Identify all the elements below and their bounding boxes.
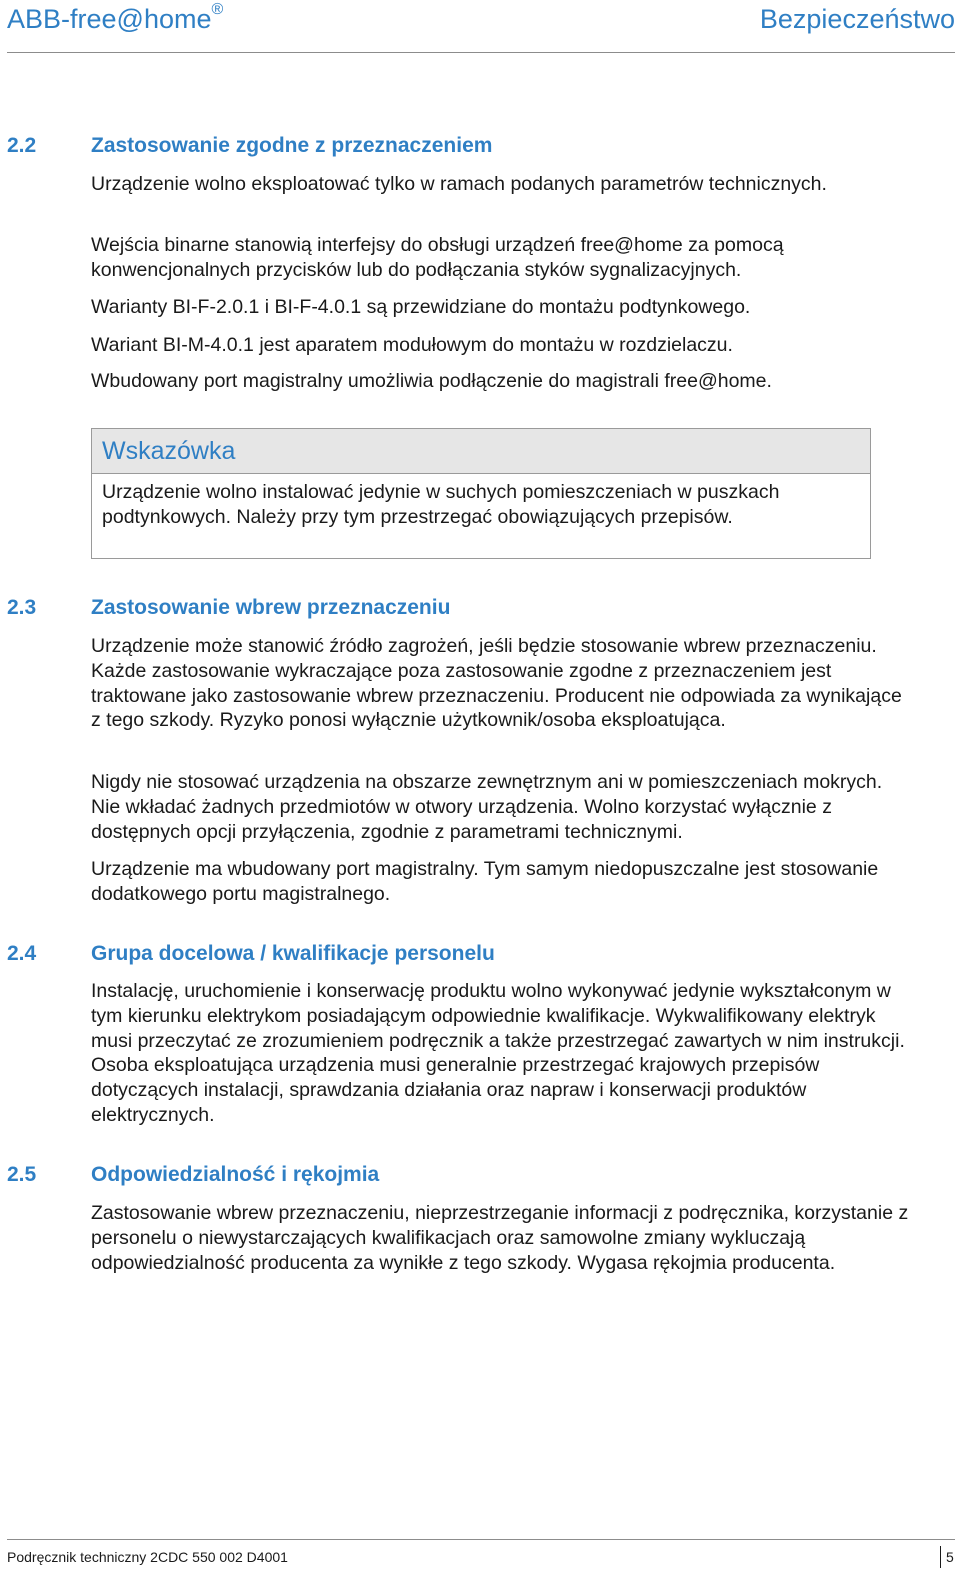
paragraph: Warianty BI-F-2.0.1 i BI-F-4.0.1 są przewidziane do montażu podtynkowego. [91,296,751,318]
section-number: 2.4 [7,942,37,965]
document-title [7,1,224,35]
paragraph: Urządzenie może stanowić źródło zagrożeń, jeśli będzie stosowanie wbrew przeznaczeniu. Każde zastosowanie wykraczające poza zastosowanie zgodne z przeznaczeniem jest traktowane jako zastosowanie wbrew przeznaczeniu. Producent nie odpowiada za wynikające z tego szkody. Ryzyko ponosi wyłącznie użytkownik/osoba eksploatująca. [91,635,902,732]
section-number: 2.5 [7,1163,37,1186]
chapter-title: Bezpieczeństwo [759,4,955,34]
paragraph: Zastosowanie wbrew przeznaczeniu, nieprzestrzeganie informacji z podręcznika, korzystanie z personelu o niewystarczających kwalifikacjach oraz samowolne zmiany wykluczają odpowiedzialność producenta za wynikłe z tego szkody. Wygasa rękojmia producenta. [91,1202,909,1274]
paragraph: Urządzenie ma wbudowany port magistralny. Tym samym niedopuszczalne jest stosowanie dodatkowego portu magistralnego. [91,858,879,905]
paragraph: Nigdy nie stosować urządzenia na obszarze zewnętrznym ani w pomieszczeniach mokrych. Nie wkładać żadnych przedmiotów w otwory urządzenia. Wolno korzystać wyłącznie z dostępnych opcji przyłączenia, zgodnie z parametrami technicznymi. [91,771,883,843]
note-text: Urządzenie wolno instalować jedynie w suchych pomieszczeniach w puszkach podtynkowych. Należy przy tym przestrzegać obowiązujących przepisów. [102,481,780,528]
paragraph: Wariant BI-M-4.0.1 jest aparatem modułowym do montażu w rozdzielaczu. [91,334,733,356]
note-box [91,428,871,559]
section-number: 2.2 [7,134,37,157]
footer-divider [7,1539,955,1540]
document-title-text: ABB-free@home [7,4,212,34]
header-divider [7,52,955,53]
paragraph: Instalację, uruchomienie i konserwację produktu wolno wykonywać jedynie wykształconym w tym kierunku elektrykom posiadającym odpowiednie kwalifikacje. Wykwalifikowany elektryk musi przeczytać ze zrozumieniem podręcznik a także przestrzegać zawartych w nim instrukcji. Osoba eksploatująca urządzenia musi generalnie przestrzegać krajowych przepisów dotyczących instalacji, sprawdzania działania oraz napraw i konserwacji produktów elektrycznych. [91,980,905,1126]
footer-separator [940,1546,941,1568]
section-number: 2.3 [7,596,37,619]
registered-mark: ® [211,1,224,18]
section-heading: Zastosowanie zgodne z przeznaczeniem [91,134,493,157]
page-number: 5 [946,1549,954,1565]
paragraph: Wejścia binarne stanowią interfejsy do obsługi urządzeń free@home za pomocą konwencjonalnych przycisków lub do podłączania styków sygnalizacyjnych. [91,234,784,281]
paragraph: Wbudowany port magistralny umożliwia podłączenie do magistrali free@home. [91,370,772,392]
section-heading: Zastosowanie wbrew przeznaczeniu [91,596,451,619]
paragraph: Urządzenie wolno eksploatować tylko w ramach podanych parametrów technicznych. [91,173,827,195]
section-heading: Grupa docelowa / kwalifikacje personelu [91,942,495,965]
footer-document-id: Podręcznik techniczny 2CDC 550 002 D4001 [7,1549,288,1565]
section-heading: Odpowiedzialność i rękojmia [91,1163,380,1186]
note-heading: Wskazówka [92,429,870,474]
